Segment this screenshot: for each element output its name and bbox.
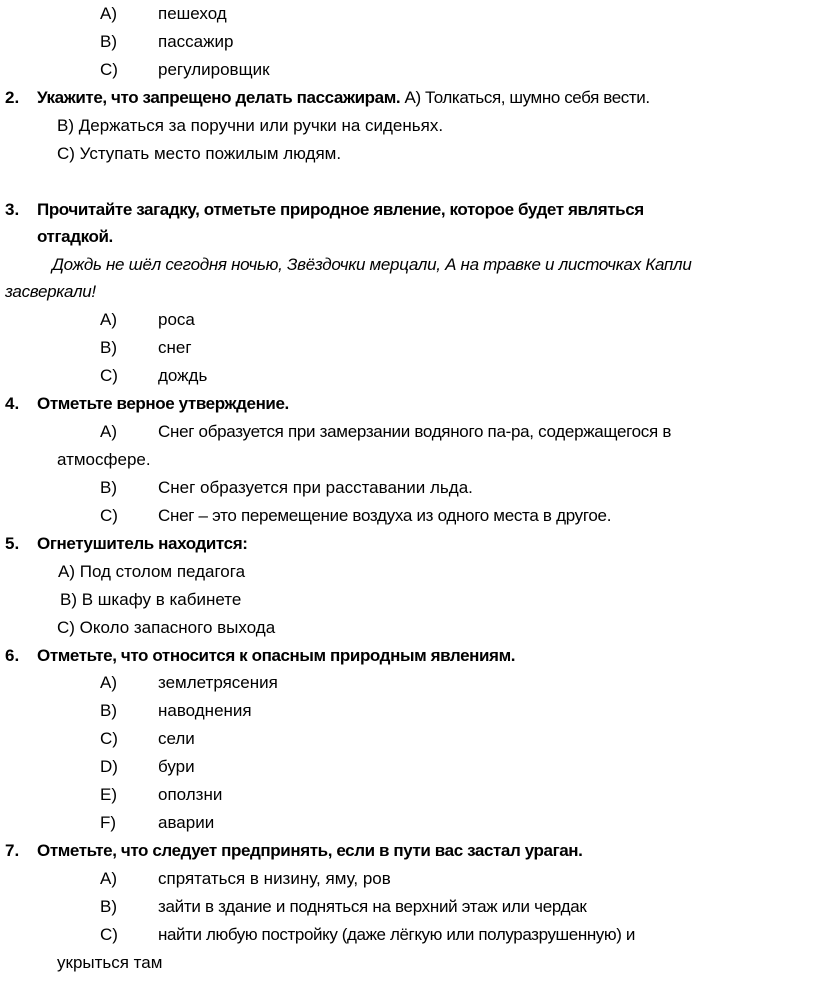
option-letter: C) (100, 366, 118, 385)
option-text: А) Толкаться, шумно себя вести. (404, 88, 650, 107)
option-text: А) Под столом педагога (58, 562, 246, 581)
option-text: аварии (158, 813, 215, 832)
option-text: оползни (158, 785, 223, 804)
option-letter: C) (100, 925, 118, 944)
question-title: Прочитайте загадку, отметьте природное явление, которое будет являться (37, 200, 644, 219)
question-number: 2. (5, 88, 20, 107)
option-letter: A) (100, 4, 117, 23)
option-letter: B) (100, 32, 117, 51)
option-text: атмосфере. (57, 450, 151, 469)
option-letter: B) (100, 701, 117, 720)
option-text: В) Держаться за поручни или ручки на сиденьях. (57, 116, 444, 135)
option-text: Снег образуется при расставании льда. (158, 478, 473, 497)
question-number: 3. (5, 200, 20, 219)
option-text: зайти в здание и подняться на верхний этаж или чердак (158, 897, 587, 916)
option-text: регулировщик (158, 60, 270, 79)
option-text: С) Уступать место пожилым людям. (57, 144, 342, 163)
riddle-text: Дождь не шёл сегодня ночью, Звёздочки мерцали, А на травке и листочках Капли (52, 255, 692, 274)
option-text: Снег образуется при замерзании водяного па-ра, содержащегося в (158, 422, 672, 441)
question-title: Укажите, что запрещено делать пассажирам. (37, 88, 401, 107)
question-title: Отметьте, что следует предпринять, если в пути вас застал ураган. (37, 841, 583, 860)
option-text: найти любую постройку (даже лёгкую или полуразрушенную) и (158, 925, 635, 944)
option-text: пассажир (158, 32, 234, 51)
option-letter: C) (100, 506, 118, 525)
option-text: сели (158, 729, 195, 748)
option-text: В) В шкафу в кабинете (60, 590, 242, 609)
option-letter: D) (100, 757, 118, 776)
option-letter: C) (100, 729, 118, 748)
option-letter: B) (100, 897, 117, 916)
question-title: Огнетушитель находится: (37, 534, 248, 553)
option-letter: B) (100, 478, 117, 497)
option-letter: A) (100, 310, 117, 329)
option-letter: A) (100, 673, 117, 692)
option-letter: C) (100, 60, 118, 79)
question-2 (37, 87, 650, 109)
option-text: наводнения (158, 701, 252, 720)
option-text: землетрясения (158, 673, 278, 692)
option-text: укрыться там (57, 953, 163, 972)
option-text: пешеход (158, 4, 227, 23)
option-text: бури (158, 757, 195, 776)
option-text: Снег – это перемещение воздуха из одного места в другое. (158, 506, 612, 525)
option-text: С) Около запасного выхода (57, 618, 276, 637)
option-letter: A) (100, 422, 117, 441)
option-letter: A) (100, 869, 117, 888)
option-letter: E) (100, 785, 117, 804)
question-number: 6. (5, 646, 20, 665)
riddle-text: засверкали! (5, 282, 96, 301)
option-text: роса (158, 310, 195, 329)
option-text: спрятаться в низину, яму, ров (158, 869, 391, 888)
question-title: Отметьте, что относится к опасным природным явлениям. (37, 646, 516, 665)
option-letter: B) (100, 338, 117, 357)
question-title: Отметьте верное утверждение. (37, 394, 289, 413)
option-letter: F) (100, 813, 117, 832)
option-text: снег (158, 338, 192, 357)
question-number: 5. (5, 534, 20, 553)
question-title: отгадкой. (37, 227, 113, 246)
option-text: дождь (158, 366, 208, 385)
question-number: 7. (5, 841, 20, 860)
question-number: 4. (5, 394, 20, 413)
